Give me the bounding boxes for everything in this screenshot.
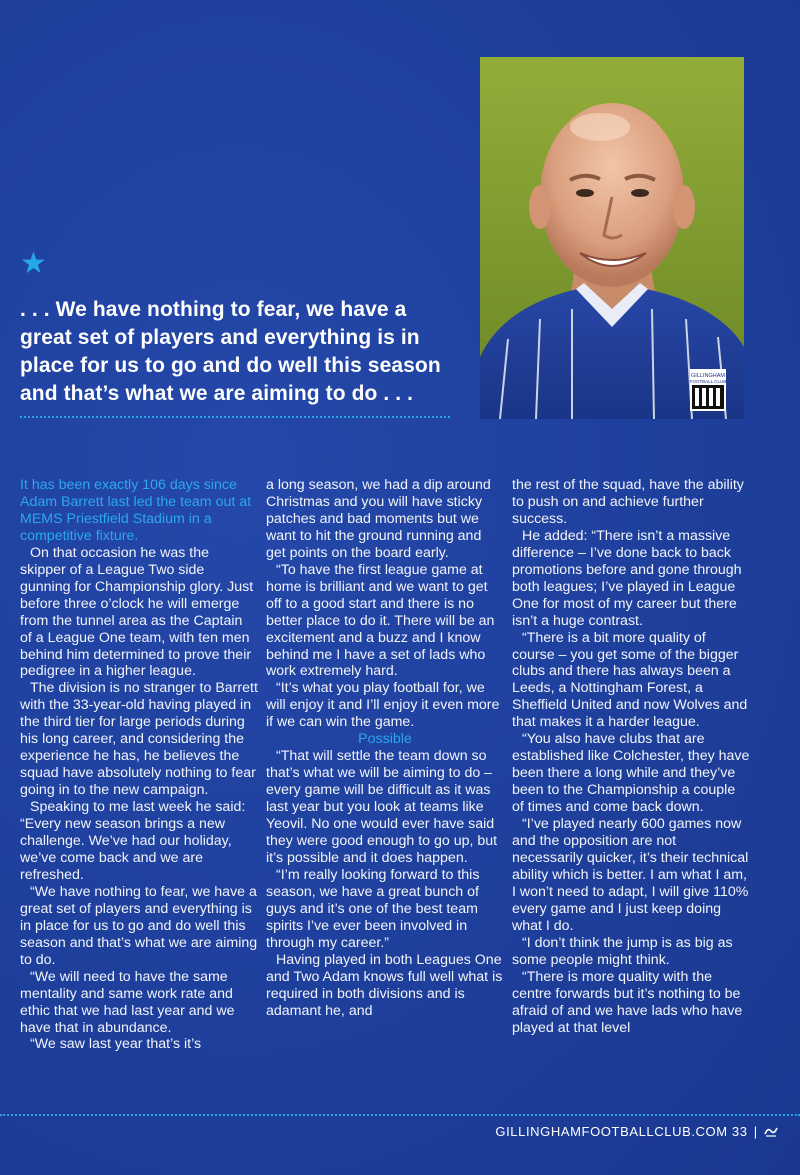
article-paragraph: “You also have clubs that are established like Colchester, they have been there a long while and they’ve been to the Championship a couple of times and come back down. [512,731,750,816]
footer-site: GILLINGHAMFOOTBALLCLUB.COM [495,1124,728,1139]
article-paragraph: the rest of the squad, have the ability to push on and achieve further success. [512,477,744,527]
page-footer [495,1124,778,1139]
article-paragraph: “I’m really looking forward to this season, we have a great bunch of guys and it’s one of the best team spirits I’ve ever been involved in through my career.” [266,866,480,951]
crest-text-2: FOOTBALL CLUB [689,379,727,384]
crest-text-1: GILLINGHAM [691,373,725,379]
article-column-2 [266,477,504,1020]
player-portrait-illustration [480,57,744,419]
article-paragraph: “That will settle the team down so that’s what we will be aiming to do – every game will be difficult as it was last year but you look at teams like Yeovil. No one would ever have said they were good enough to go up, but it’s possible and it does happen. [266,748,498,866]
article-paragraph: “We have nothing to fear, we have a great set of players and everything is in place for us to go and do well this season and that’s what we are aiming to do. [20,883,258,968]
article-paragraph: a long season, we had a dip around Christmas and you will have sticky patches and bad moments but we want to hit the ground running and get points on the board early. [266,477,491,561]
article-paragraph: “We will need to have the same mentality and same work rate and ethic that we had last year and we have that in abundance. [20,968,235,1036]
pull-quote: . . . We have nothing to fear, we have a great set of players and everything is in place for us to go and do well this season and that’s what we are aiming to do . . . [20,298,441,405]
article-paragraph: “There is a bit more quality of course – you get some of the bigger clubs and there has always been a Leeds, a Nottingham Forest, a Sheffield United and now Wolves and that makes it a harder league. [512,629,748,731]
article-paragraph: The division is no stranger to Barrett with the 33-year-old having played in the third tier for large periods during his long career, and considering the experience he has, he believes the squad have absolutely nothing to fear going in to the new campaign. [20,680,258,799]
article-paragraph: “To have the first league game at home is brilliant and we want to get off to a good start and there is no better place to do it. There will be an excitement and a buzz and I know behind me I have a set of lads who work extremely hard. [266,561,495,680]
article-paragraph: Speaking to me last week he said: “Every new season brings a new challenge. We’ve had our holiday, we’ve come back and we are refreshed. [20,799,246,883]
footer-page-number: 33 [731,1124,748,1139]
player-photo [480,57,744,419]
article-paragraph: “I don’t think the jump is as big as some people might think. [512,934,733,968]
article-subheading: Possible [358,731,412,748]
article-lead-paragraph: It has been exactly 106 days since Adam Barrett last led the team out at MEMS Priestfield Stadium in a competitive fixture. [20,477,252,544]
article-paragraph: On that occasion he was the skipper of a League Two side gunning for Championship glory. Just before three o’clock he will emerge from the tunnel area as the Captain of a League One team, with ten men behind him determined to prove their pedigree in a higher league. [20,544,254,680]
article-paragraph: “We saw last year that’s it’s [30,1036,202,1053]
article-column-3 [512,477,750,1036]
footer-separator: | [753,1124,758,1139]
quote-divider [20,416,450,418]
article-paragraph: “It’s what you play football for, we will enjoy it and I’ll enjoy it even more if we can win the game. [266,680,500,731]
article-paragraph: “There is more quality with the centre forwards but it’s nothing to be afraid of and we have lads who have played at that level [512,968,743,1036]
footer-divider [0,1114,800,1116]
article-paragraph: “I’ve played nearly 600 games now and the opposition are not necessarily quicker, it’s their technical ability which is better. I am what I am, I won’t need to adapt, I will give 110% every game and I just keep doing what I do. [512,816,749,934]
club-logo-icon [764,1125,778,1137]
article-column-1 [20,477,258,1053]
article-paragraph: Having played in both Leagues One and Two Adam knows full well what is required in both divisions and is adamant he, and [266,951,503,1019]
article-paragraph: He added: “There isn’t a massive difference – I’ve done back to back promotions before and gone through both leagues; I’ve played in League One for most of my career but there isn’t a huge contrast. [512,527,742,629]
star-icon: ★ [20,246,47,281]
